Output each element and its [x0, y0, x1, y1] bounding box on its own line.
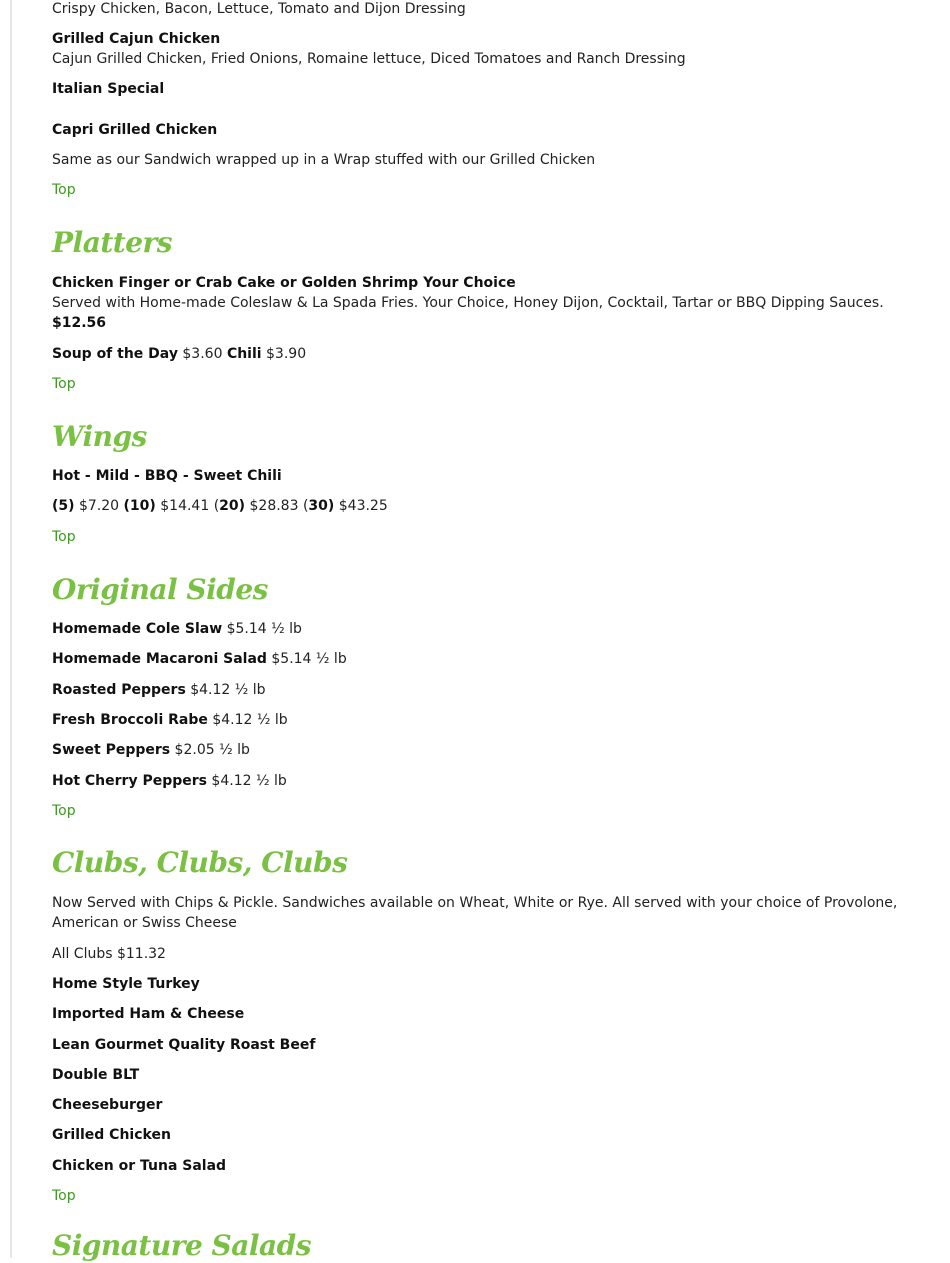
side-price: $2.05 ½ lb — [170, 742, 250, 758]
side-name: Fresh Broccoli Rabe — [52, 712, 208, 728]
club-item: Lean Gourmet Quality Roast Beef — [52, 1037, 316, 1053]
wrap-item-description: Same as our Sandwich wrapped up in a Wrap stuffed with our Grilled Chicken — [52, 152, 596, 168]
side-item — [52, 710, 288, 730]
top-link[interactable]: Top — [52, 376, 76, 392]
club-item: Cheeseburger — [52, 1097, 163, 1113]
soup-price: $3.60 — [177, 346, 227, 362]
wing-price: $43.25 — [334, 498, 388, 514]
wing-flavors: Hot - Mild - BBQ - Sweet Chili — [52, 468, 282, 484]
side-price: $5.14 ½ lb — [222, 621, 302, 637]
club-item: Chicken or Tuna Salad — [52, 1158, 227, 1174]
top-link[interactable]: Top — [52, 182, 76, 198]
wing-qty: 20) — [219, 498, 246, 514]
side-price: $4.12 ½ lb — [207, 712, 288, 728]
section-heading-platters: Platters — [52, 226, 173, 259]
wrap-item-title: Italian Special — [52, 81, 165, 97]
top-link[interactable]: Top — [52, 803, 76, 819]
platter-description: Served with Home-made Coleslaw & La Spada Fries. Your Choice, Honey Dijon, Cocktail, Tartar or BBQ Dipping Sauces. — [52, 295, 884, 311]
top-link[interactable]: Top — [52, 529, 76, 545]
left-border-rule — [10, 0, 12, 1258]
soup-chili-line — [52, 344, 306, 364]
section-heading-clubs: Clubs, Clubs, Clubs — [52, 846, 348, 879]
club-item: Grilled Chicken — [52, 1127, 171, 1143]
side-price: $5.14 ½ lb — [266, 651, 347, 667]
chili-price: $3.90 — [261, 346, 307, 362]
top-link[interactable]: Top — [52, 1188, 76, 1204]
wrap-item-description: Crispy Chicken, Bacon, Lettuce, Tomato and Dijon Dressing — [52, 1, 466, 17]
side-item — [52, 649, 347, 669]
wing-price: $28.83 ( — [245, 498, 309, 514]
clubs-intro: Now Served with Chips & Pickle. Sandwiches available on Wheat, White or Rye. All served with your choice of Provolone, American or Swiss Cheese — [52, 895, 898, 931]
side-price: $4.12 ½ lb — [185, 682, 266, 698]
wrap-item-description: Cajun Grilled Chicken, Fried Onions, Romaine lettuce, Diced Tomatoes and Ranch Dressing — [52, 51, 686, 67]
club-item: Imported Ham & Cheese — [52, 1006, 245, 1022]
side-name: Homemade Macaroni Salad — [52, 651, 267, 667]
wing-price: $7.20 — [74, 498, 124, 514]
club-item: Double BLT — [52, 1067, 140, 1083]
chili-label: Chili — [226, 346, 262, 362]
side-name: Homemade Cole Slaw — [52, 621, 223, 637]
side-name: Hot Cherry Peppers — [52, 773, 207, 789]
club-item: Home Style Turkey — [52, 976, 200, 992]
side-item — [52, 771, 287, 791]
side-item — [52, 680, 266, 700]
section-heading-wings: Wings — [52, 420, 147, 453]
wing-qty: (5) — [52, 498, 75, 514]
side-item — [52, 740, 250, 760]
wing-qty: 30) — [308, 498, 335, 514]
side-name: Roasted Peppers — [52, 682, 186, 698]
wing-price: $14.41 ( — [155, 498, 220, 514]
wrap-item-title: Grilled Cajun Chicken — [52, 31, 221, 47]
section-heading-salads: Signature Salads — [52, 1229, 312, 1262]
platter-title: Chicken Finger or Crab Cake or Golden Shrimp Your Choice — [52, 275, 516, 291]
side-name: Sweet Peppers — [52, 742, 171, 758]
wrap-item-title: Capri Grilled Chicken — [52, 122, 218, 138]
platter-price: $12.56 — [52, 315, 107, 331]
side-price: $4.12 ½ lb — [206, 773, 287, 789]
clubs-price: All Clubs $11.32 — [52, 946, 166, 962]
soup-label: Soup of the Day — [52, 346, 178, 362]
section-heading-sides: Original Sides — [52, 573, 268, 606]
wing-qty: (10) — [123, 498, 156, 514]
wing-prices — [52, 496, 388, 516]
side-item — [52, 619, 302, 639]
